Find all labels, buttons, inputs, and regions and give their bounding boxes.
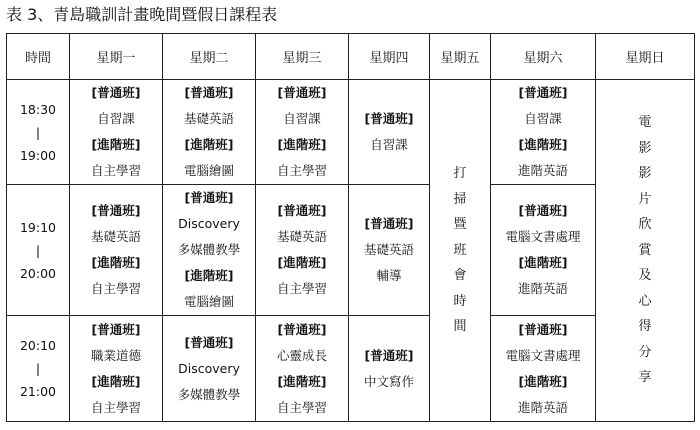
class-level-tag: [普通班]	[518, 203, 568, 218]
course-cell-wednesday	[256, 80, 349, 185]
course-name: 心靈成長	[276, 347, 327, 363]
course-cell-tuesday	[163, 80, 256, 185]
time-text: 21:00	[19, 384, 57, 399]
class-level-tag: [進階班]	[91, 255, 141, 270]
time-cell	[7, 185, 70, 316]
course-name: 基礎英語	[276, 229, 327, 244]
course-name: 自主學習	[90, 163, 141, 178]
time-text: 20:10	[19, 338, 57, 353]
course-cell-saturday	[491, 316, 596, 422]
vertical-char: 影	[638, 140, 652, 156]
class-level-tag: [普通班]	[184, 334, 234, 350]
course-name: 進階英語	[517, 163, 568, 178]
course-name: 自主學習	[276, 399, 327, 415]
time-text: |	[35, 124, 41, 140]
vertical-char: 享	[638, 370, 652, 386]
class-level-tag: [普通班]	[91, 85, 141, 100]
class-level-tag: [普通班]	[518, 85, 568, 100]
course-name: 自主學習	[90, 399, 141, 415]
course-name: 自習課	[97, 111, 135, 126]
vertical-char: 時	[453, 293, 467, 309]
class-level-tag: [進階班]	[277, 137, 327, 152]
class-level-tag: [進階班]	[518, 137, 568, 152]
class-level-tag: [普通班]	[518, 321, 568, 337]
vertical-char: 打	[453, 166, 467, 182]
vertical-char: 影	[638, 166, 652, 182]
course-name: 電腦繪圖	[183, 163, 234, 178]
vertical-char: 片	[638, 191, 652, 207]
time-cell	[7, 316, 70, 422]
course-name: 輔導	[376, 268, 402, 283]
course-cell-wednesday	[256, 185, 349, 316]
vertical-char: 暨	[453, 217, 467, 233]
course-cell-wednesday	[256, 316, 349, 422]
vertical-char: 心	[638, 293, 652, 309]
vertical-char: 電	[638, 115, 652, 131]
class-level-tag: [普通班]	[184, 85, 234, 100]
table-caption: 表 3、青島職訓計畫晚間暨假日課程表	[6, 5, 278, 24]
course-cell-thursday	[349, 316, 430, 422]
time-text: 20:00	[19, 265, 57, 281]
course-name: 進階英語	[517, 399, 568, 415]
class-level-tag: [普通班]	[364, 216, 414, 231]
course-name: 電腦文書處理	[505, 229, 581, 244]
schedule-table	[6, 33, 695, 422]
vertical-char: 得	[638, 319, 652, 335]
header-sunday: 星期日	[596, 34, 695, 80]
course-name: 進階英語	[517, 281, 568, 296]
header-time: 時間	[7, 34, 70, 80]
course-cell-tuesday	[163, 316, 256, 422]
header-thursday: 星期四	[349, 34, 430, 80]
class-level-tag: [進階班]	[518, 255, 568, 270]
class-level-tag: [普通班]	[184, 190, 234, 205]
table-row	[7, 185, 695, 316]
time-text: 18:30	[19, 101, 57, 117]
course-name: 自主學習	[276, 281, 327, 296]
course-name: 自習課	[283, 111, 321, 126]
course-name: 基礎英語	[363, 242, 414, 257]
header-wednesday: 星期三	[256, 34, 349, 80]
class-level-tag: [進階班]	[277, 255, 327, 270]
class-level-tag: [進階班]	[91, 373, 141, 389]
class-level-tag: [普通班]	[277, 85, 327, 100]
course-cell-tuesday	[163, 185, 256, 316]
class-level-tag: [進階班]	[184, 137, 234, 152]
vertical-char: 掃	[453, 191, 467, 207]
course-cell-thursday	[349, 80, 430, 185]
vertical-char: 及	[638, 268, 652, 284]
course-name: 自習課	[370, 137, 408, 152]
table-row	[7, 80, 695, 185]
course-cell-saturday	[491, 185, 596, 316]
time-text: 19:10	[19, 219, 57, 235]
time-text: |	[35, 361, 41, 376]
class-level-tag: [進階班]	[518, 373, 568, 389]
class-level-tag: [進階班]	[277, 373, 327, 389]
course-name: 基礎英語	[183, 111, 234, 126]
header-tuesday: 星期二	[163, 34, 256, 80]
course-cell-monday	[70, 80, 163, 185]
header-monday: 星期一	[70, 34, 163, 80]
course-name: 自主學習	[276, 163, 327, 178]
course-name: Discovery	[178, 216, 240, 231]
header-row	[7, 34, 695, 80]
vertical-char: 間	[453, 319, 467, 335]
class-level-tag: [普通班]	[364, 111, 414, 126]
vertical-char: 分	[638, 344, 652, 360]
vertical-char: 欣	[638, 217, 652, 233]
course-name: 中文寫作	[363, 373, 414, 389]
course-name: 多媒體教學	[177, 242, 241, 257]
sunday-merged-cell	[596, 80, 695, 422]
class-level-tag: [普通班]	[364, 347, 414, 363]
vertical-char: 會	[453, 268, 467, 284]
class-level-tag: [進階班]	[91, 137, 141, 152]
course-name: 多媒體教學	[177, 386, 241, 402]
course-name: Discovery	[178, 360, 240, 376]
time-cell	[7, 80, 70, 185]
course-cell-thursday	[349, 185, 430, 316]
course-name: 自習課	[524, 111, 562, 126]
class-level-tag: [普通班]	[277, 203, 327, 218]
header-friday: 星期五	[430, 34, 491, 80]
class-level-tag: [進階班]	[184, 268, 234, 283]
class-level-tag: [普通班]	[91, 321, 141, 337]
course-name: 電腦繪圖	[183, 294, 234, 309]
course-name: 職業道德	[90, 347, 141, 363]
vertical-char: 班	[453, 242, 467, 258]
header-saturday: 星期六	[491, 34, 596, 80]
time-text: 19:00	[19, 147, 57, 163]
time-text: |	[35, 242, 41, 258]
course-cell-saturday	[491, 80, 596, 185]
table-row	[7, 316, 695, 422]
course-cell-monday	[70, 185, 163, 316]
friday-merged-cell	[430, 80, 491, 422]
class-level-tag: [普通班]	[277, 321, 327, 337]
vertical-char: 賞	[638, 242, 652, 258]
class-level-tag: [普通班]	[91, 203, 141, 218]
course-cell-monday	[70, 316, 163, 422]
course-name: 自主學習	[90, 281, 141, 296]
course-name: 基礎英語	[90, 229, 141, 244]
course-name: 電腦文書處理	[505, 347, 581, 363]
